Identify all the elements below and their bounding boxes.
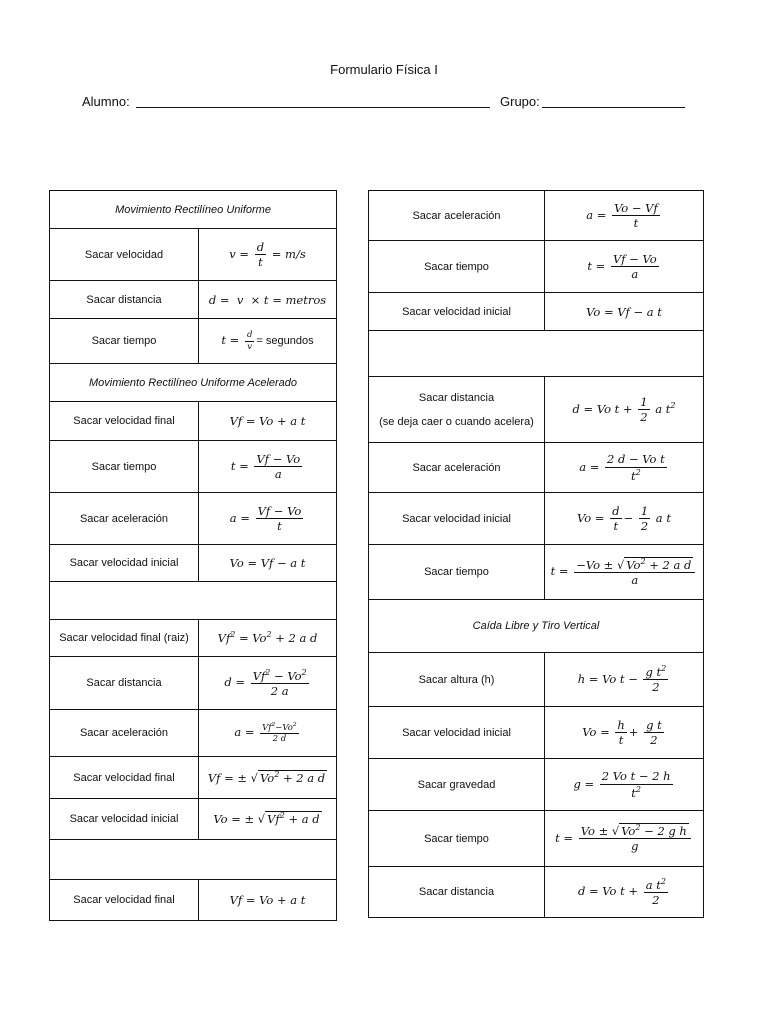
row-label: Sacar velocidad final	[50, 402, 199, 441]
table-row	[369, 191, 704, 241]
section-title: Movimiento Rectilíneo Uniforme	[50, 191, 337, 229]
row-label: Sacar gravedad	[369, 759, 545, 811]
formula: d = $\frac{Vf^2 - Vo^2}{2 a}$	[199, 657, 337, 710]
table-row	[50, 441, 337, 493]
formula: t = $\frac{-Vo \pm √ Vo^2 + 2 a d}{a}$	[545, 545, 704, 600]
table-row	[369, 867, 704, 918]
row-label: Sacar velocidad final	[50, 757, 199, 799]
table-row	[369, 653, 704, 707]
table-row	[50, 545, 337, 582]
table-row	[50, 402, 337, 441]
table-row	[369, 241, 704, 293]
formula: a = $\frac{Vf^2-Vo^2}{2 d}$	[199, 710, 337, 757]
formula: Vo = Vf − a t	[199, 545, 337, 582]
formula: Vo = ± √ $Vf^2 + a$ d	[199, 799, 337, 840]
table-row	[50, 757, 337, 799]
table-row	[50, 493, 337, 545]
group-blank[interactable]	[542, 107, 685, 108]
row-label: Sacar velocidad inicial	[50, 799, 199, 840]
table-row	[369, 493, 704, 545]
table-row	[369, 443, 704, 493]
row-label: Sacar distancia	[50, 281, 199, 319]
row-label: Sacar velocidad final	[50, 880, 199, 921]
table-row	[369, 293, 704, 331]
section-row	[369, 600, 704, 653]
empty-cell	[369, 331, 704, 377]
formula: $Vf^2 = Vo^2 + 2$ a d	[199, 620, 337, 657]
formula: h = Vo t − $\frac{g t^2}{2}$	[545, 653, 704, 707]
table-row	[50, 880, 337, 921]
row-label: Sacar velocidad final (raiz)	[50, 620, 199, 657]
empty-cell	[50, 840, 337, 880]
formula: d = Vo t + $\frac{1}{2}$ a $t^2$	[545, 377, 704, 443]
row-label: Sacar aceleración	[369, 191, 545, 241]
table-row	[50, 657, 337, 710]
row-label: Sacar tiempo	[369, 545, 545, 600]
row-label: Sacar tiempo	[369, 811, 545, 867]
table-row	[50, 620, 337, 657]
row-label: Sacar velocidad inicial	[369, 493, 545, 545]
formula: Vo = Vf − a t	[545, 293, 704, 331]
formula: v = $\frac{d}{t}$ = m/s	[199, 229, 337, 281]
formula: a = $\frac{\text{2 d − Vo t}}{t^2}$	[545, 443, 704, 493]
formula: d = v × t = metros	[199, 281, 337, 319]
row-label: Sacar tiempo	[50, 441, 199, 493]
page-title: Formulario Física I	[330, 62, 438, 77]
table-row	[50, 319, 337, 364]
formula: a = $\frac{Vo - Vf}{t}$	[545, 191, 704, 241]
group-label: Grupo:	[500, 94, 540, 109]
table-row	[369, 545, 704, 600]
table-row	[369, 707, 704, 759]
row-label: Sacar distancia	[50, 657, 199, 710]
empty-cell	[50, 582, 337, 620]
formula: Vf = Vo + a t	[199, 402, 337, 441]
empty-row	[50, 582, 337, 620]
right-formula-table	[368, 190, 704, 918]
row-label: Sacar distancia	[369, 867, 545, 918]
table-row	[50, 229, 337, 281]
table-row	[369, 377, 704, 443]
row-label: Sacar tiempo	[369, 241, 545, 293]
empty-row	[50, 840, 337, 880]
student-label: Alumno:	[82, 94, 130, 109]
left-formula-table	[49, 190, 337, 921]
row-label: Sacar velocidad inicial	[369, 707, 545, 759]
formula: t = $\frac{d}{v}$ = segundos	[199, 319, 337, 364]
row-label: Sacar altura (h)	[369, 653, 545, 707]
student-name-blank[interactable]	[136, 107, 490, 108]
row-label: Sacar velocidad	[50, 229, 199, 281]
empty-row	[369, 331, 704, 377]
formula: d = Vo t + $\frac{a t^2}{2}$	[545, 867, 704, 918]
row-label: Sacar velocidad inicial	[369, 293, 545, 331]
table-row	[369, 759, 704, 811]
formula: Vf = ± √ $Vo^2 + 2$ a d	[199, 757, 337, 799]
formula: t = $\frac{Vf - Vo}{a}$	[199, 441, 337, 493]
row-label: Sacar aceleración	[369, 443, 545, 493]
table-row	[50, 799, 337, 840]
table-row	[50, 710, 337, 757]
row-label: Sacar velocidad inicial	[50, 545, 199, 582]
unit-text: = segundos	[256, 335, 314, 347]
row-label	[369, 377, 545, 443]
row-label: Sacar tiempo	[50, 319, 199, 364]
formula: Vo = $\frac{h}{t}$ + $\frac{\text{g t}}{2}$	[545, 707, 704, 759]
row-label: Sacar aceleración	[50, 710, 199, 757]
formula: t = $\frac{Vf - Vo}{a}$	[545, 241, 704, 293]
formula: Vf = Vo + a t	[199, 880, 337, 921]
formula: g = $\frac{\text{2 Vo t − 2 h}}{t^2}$	[545, 759, 704, 811]
formula: a = $\frac{Vf - Vo}{t}$	[199, 493, 337, 545]
row-label-main: Sacar distancia	[418, 391, 495, 404]
formula: t = $\frac{Vo \pm √ Vo^2 - 2 g h}{g}$	[545, 811, 704, 867]
section-title: Movimiento Rectilíneo Uniforme Acelerado	[50, 364, 337, 402]
unit-text: metros	[285, 292, 327, 307]
table-row	[369, 811, 704, 867]
table-row	[50, 281, 337, 319]
section-title: Caída Libre y Tiro Vertical	[369, 600, 704, 653]
section-row	[50, 191, 337, 229]
row-label: Sacar aceleración	[50, 493, 199, 545]
section-row	[50, 364, 337, 402]
formula: Vo = $\frac{d}{t}$ − $\frac{1}{2}$ a t	[545, 493, 704, 545]
row-label-note: (se deja caer o cuando acelera)	[379, 415, 534, 428]
